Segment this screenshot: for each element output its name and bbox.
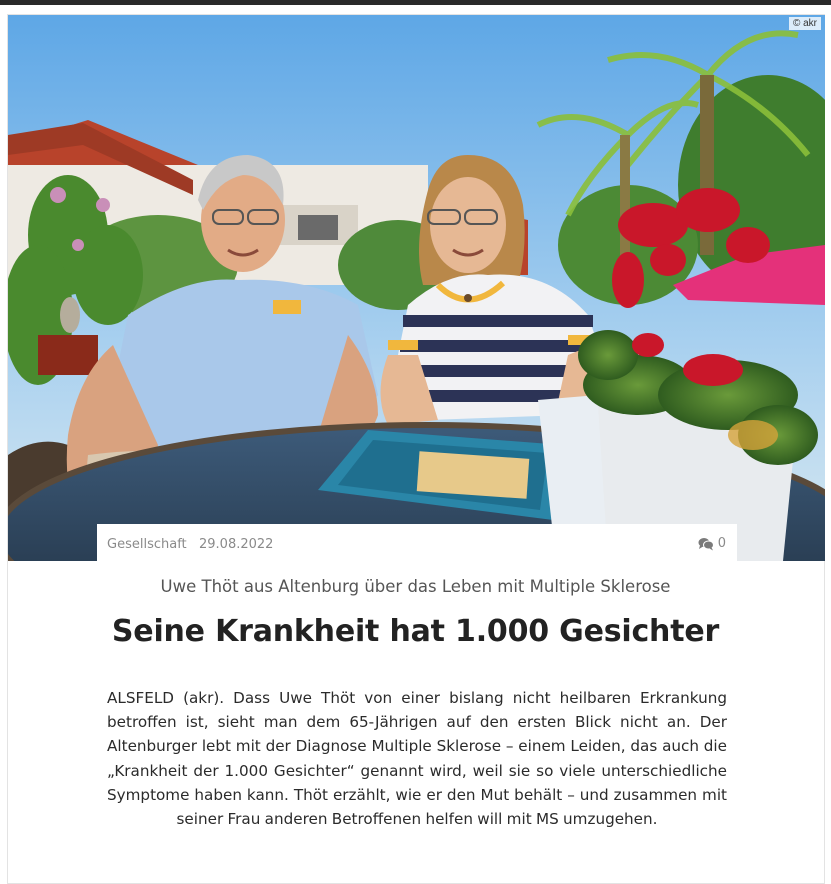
top-bar — [0, 0, 831, 5]
article-headline: Seine Krankheit hat 1.000 Gesichter — [111, 614, 720, 649]
comments-link[interactable] — [698, 536, 726, 551]
article-kicker: Uwe Thöt aus Altenburg über das Leben mit Multiple Sklerose — [160, 577, 671, 596]
article-meta — [97, 524, 737, 562]
article-photo[interactable] — [8, 15, 825, 561]
category-link[interactable]: Gesellschaft — [107, 537, 187, 552]
comment-count: 0 — [717, 536, 726, 551]
publish-date: 29.08.2022 — [199, 537, 274, 552]
comments-icon — [698, 537, 714, 551]
article-lead: ALSFELD (akr). Dass Uwe Thöt von einer bislang nicht heilbaren Erkrankung betroffen ist, sieht man dem 65-Jährigen auf den ersten Blick nicht an. Der Altenburger lebt mit der Diagnose Multiple Sklerose – einem Leiden, das auch die „Krankheit der 1.000 Gesichter“ genannt wird, weil sie so viele unterschiedliche Symptome haben kann. Thöt erzählt, wie er den Mut behält – und zusammen mit seiner Frau anderen Betroffenen helfen will mit MS umzugehen. — [107, 689, 727, 829]
photo-credit: © akr — [789, 17, 821, 30]
